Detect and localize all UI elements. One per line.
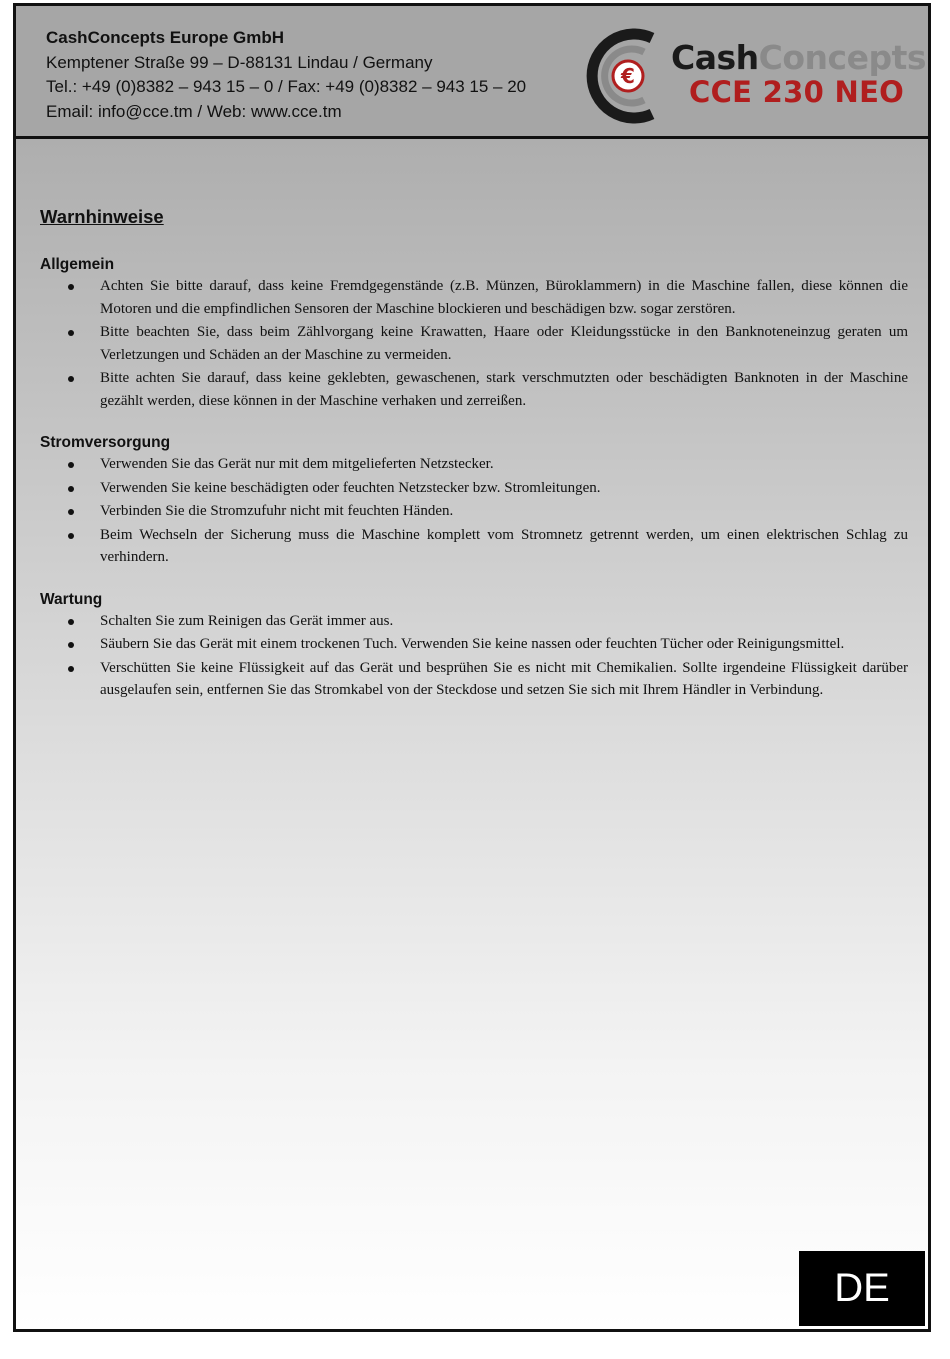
list-item-text: Verwenden Sie keine beschädigten oder feuchten Netzstecker bzw. Stromleitungen. [100, 479, 601, 496]
sections-container [40, 254, 908, 702]
list-item [40, 275, 908, 320]
bullet-icon [68, 619, 74, 625]
bullet-icon [68, 330, 74, 336]
model-name: CCE 230 NEO [689, 75, 905, 109]
list-item-text: Verwenden Sie das Gerät nur mit dem mitgelieferten Netzstecker. [100, 456, 494, 472]
bullet-icon [68, 486, 74, 492]
section-title: Allgemein [40, 256, 115, 273]
language-badge: DE [799, 1251, 925, 1326]
bullet-icon [68, 462, 74, 468]
document-header [16, 6, 928, 139]
company-email-web: Email: info@cce.tm / Web: www.cce.tm [46, 101, 342, 121]
section-allgemein [40, 254, 908, 412]
document-content [40, 206, 908, 722]
list-item [40, 321, 908, 366]
section-title: Wartung [40, 590, 103, 608]
brand-name [671, 40, 926, 76]
brand-name-part2: Concepts [758, 38, 926, 77]
bullet-list [40, 275, 908, 412]
list-item-text: Schalten Sie zum Reinigen das Gerät immer aus. [100, 612, 394, 629]
section-stromversorgung [40, 432, 908, 569]
bullet-list [40, 610, 908, 702]
list-item [40, 633, 908, 656]
page-title: Warnhinweise [40, 206, 164, 227]
list-item-text: Verbinden Sie die Stromzufuhr nicht mit feuchten Händen. [100, 503, 454, 519]
list-item [40, 453, 908, 476]
bullet-icon [68, 376, 74, 382]
document-page [13, 3, 931, 1332]
svg-text:€: € [621, 64, 635, 88]
company-phone-fax: Tel.: +49 (0)8382 – 943 15 – 0 / Fax: +49 (0)8382 – 943 15 – 20 [46, 77, 527, 96]
list-item [40, 500, 908, 523]
section-wartung [40, 589, 908, 702]
bullet-icon [68, 533, 74, 539]
list-item [40, 610, 908, 633]
bullet-icon [68, 642, 74, 648]
company-street: Kemptener Straße 99 – D-88131 Lindau / Germany [46, 52, 433, 72]
list-item [40, 477, 908, 500]
bullet-list [40, 453, 908, 569]
company-address-block [46, 26, 526, 124]
list-item-text: Bitte beachten Sie, dass beim Zählvorgang keine Krawatten, Haare oder Kleidungsstücke in den Banknoteneinzug geraten um Verletzungen und Schäden an der Maschine zu vermeiden. [100, 324, 908, 363]
list-item-text: Beim Wechseln der Sicherung muss die Maschine komplett vom Stromnetz getrennt werden, um einen elektrischen Schlag zu verhindern. [100, 526, 908, 565]
list-item-text: Verschütten Sie keine Flüssigkeit auf das Gerät und besprühen Sie es nicht mit Chemikalien. Sollte irgendeine Flüssigkeit darüber ausgelaufen sein, entfernen Sie das Stromkabel von der Steckdose und setzen Sie sich mit Ihrem Händler in Verbindung. [100, 659, 908, 698]
list-item-text: Säubern Sie das Gerät mit einem trockenen Tuch. Verwenden Sie keine nassen oder feuchten Tücher oder Reinigungsmittel. [100, 636, 845, 652]
list-item-text: Achten Sie bitte darauf, dass keine Fremdgegenstände (z.B. Münzen, Büroklammern) in die Maschine fallen, diese können die Motoren und die empfindlichen Sensoren der Maschine blockieren und beschädigen bzw. sogar zerstören. [100, 278, 908, 317]
list-item [40, 367, 908, 412]
bullet-icon [68, 509, 74, 515]
list-item [40, 524, 908, 569]
company-name: CashConcepts Europe GmbH [46, 28, 285, 47]
list-item-text: Bitte achten Sie darauf, dass keine geklebten, gewaschenen, stark verschmutzten oder beschädigten Banknoten in der Maschine gezählt werden, diese können in der Maschine verhaken und zerreißen. [100, 370, 908, 409]
brand-name-part1: Cash [671, 38, 759, 77]
bullet-icon [68, 284, 74, 290]
section-title: Stromversorgung [40, 434, 171, 451]
list-item [40, 657, 908, 702]
bullet-icon [68, 666, 74, 672]
